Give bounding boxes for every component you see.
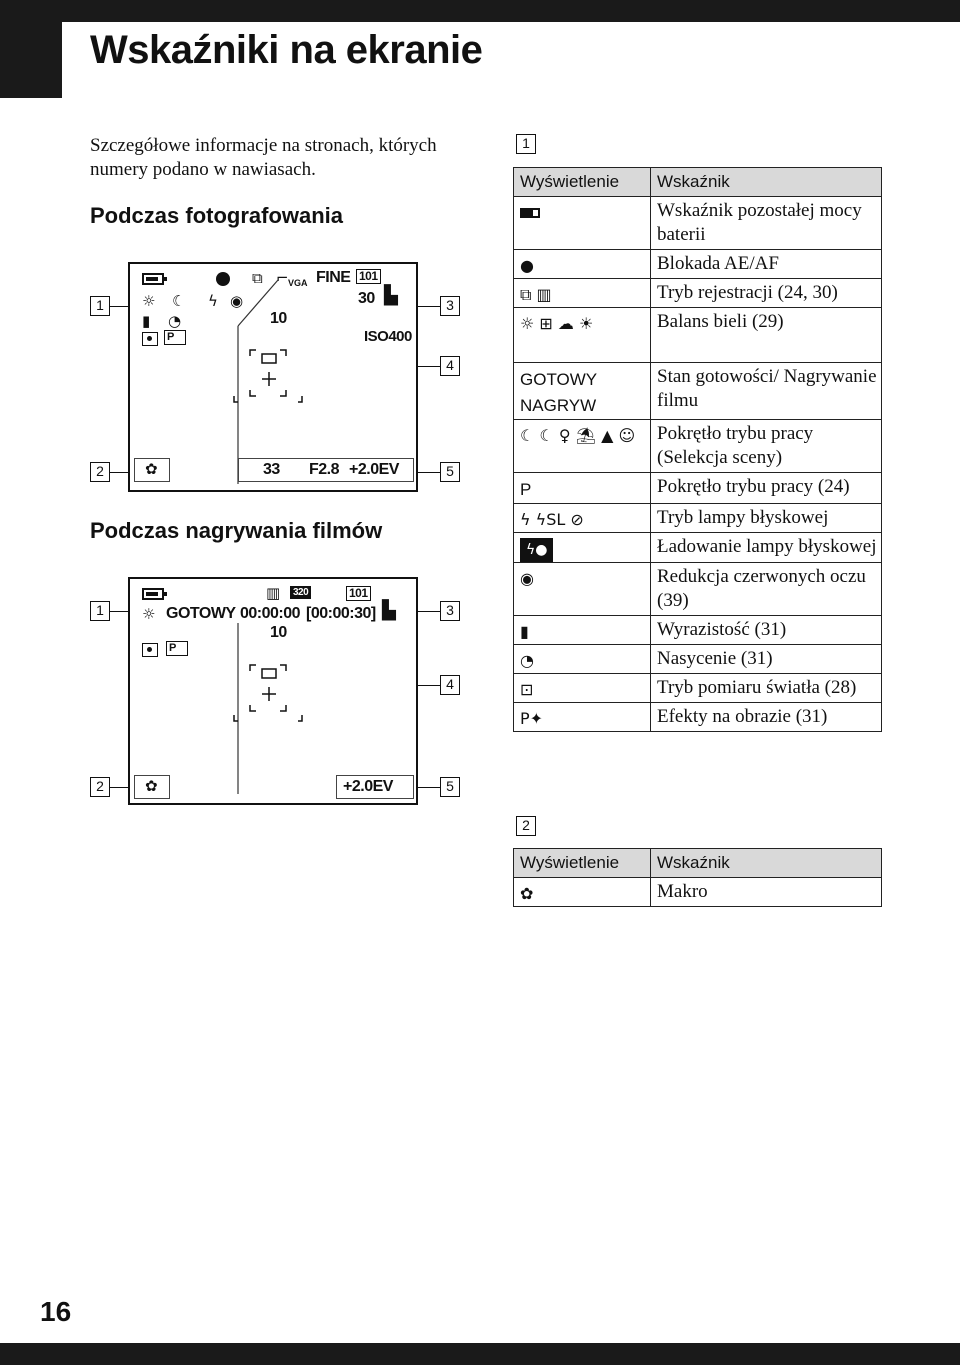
marker-5: 5: [440, 462, 460, 482]
table-row: [514, 504, 882, 533]
ev-value: +2.0EV: [349, 461, 399, 478]
remaining-shots: 30: [358, 290, 375, 307]
leader-line: [418, 611, 440, 612]
indicator-text: Ładowanie lampy błyskowej: [651, 533, 882, 563]
indicator-table-1: [513, 167, 882, 732]
scene-night-icon: ☾: [172, 292, 186, 310]
leader-line: [110, 306, 128, 307]
flash-icon: ϟ: [208, 292, 218, 310]
flash-charge-icon: [514, 533, 651, 563]
marker-2: 2: [90, 462, 110, 482]
marker-3: 3: [440, 296, 460, 316]
folder-label: 101: [356, 269, 381, 284]
self-timer-label: 10: [270, 310, 287, 327]
picture-effect-icon: P: [164, 330, 186, 345]
white-balance-icon: ☼: [142, 605, 156, 623]
indicator-text: Pokrętło trybu pracy (24): [651, 473, 882, 504]
indicator-text: Balans bieli (29): [651, 308, 882, 363]
photo-section-heading: Podczas fotografowania: [90, 203, 344, 228]
macro-icon: ✿: [145, 777, 158, 795]
memory-icon: ▙: [382, 600, 396, 621]
iso-label: ISO400: [364, 328, 412, 345]
table-header: [514, 168, 882, 197]
white-balance-icon: ☼ ⊞ ☁ ☀: [514, 308, 651, 363]
indicator-table-2: [513, 848, 882, 907]
scene-icon: ☾ ☾ ♀ ⛱ ▲ ☺: [514, 420, 651, 473]
ae-af-lock-icon: ●: [514, 250, 651, 279]
marker-2: 2: [90, 777, 110, 797]
table-row: [514, 645, 882, 674]
leader-line: [110, 787, 128, 788]
table2-marker: 2: [516, 816, 536, 836]
header-display: Wyświetlenie: [514, 849, 651, 878]
battery-icon: [514, 197, 651, 250]
table-row: [514, 250, 882, 279]
image-size-icon: ⌐: [276, 269, 289, 287]
status-labels: [514, 363, 651, 420]
bottom-bar: [0, 1343, 960, 1365]
metering-icon: ⊡: [514, 674, 651, 703]
macro-frame: [134, 775, 170, 799]
burst-mode-icon: ⧉: [252, 269, 263, 287]
flash-charge-glyph: ϟ●: [520, 538, 553, 562]
leader-line: [110, 611, 128, 612]
table-row: [514, 420, 882, 473]
table-row: [514, 308, 882, 363]
indicator-text: Stan gotowości/ Nagrywanie filmu: [651, 363, 882, 420]
indicator-text: Pokrętło trybu pracy (Selekcja sceny): [651, 420, 882, 473]
leader-line: [418, 366, 440, 367]
table-row: [514, 533, 882, 563]
aperture-value: F2.8: [309, 461, 340, 478]
table-row: [514, 363, 882, 420]
burst-mode-icon: ⧉ ▥: [514, 279, 651, 308]
memory-icon: ▙: [384, 285, 398, 306]
movie-screen: [128, 577, 418, 805]
header-indicator: Wskaźnik: [651, 168, 882, 197]
table-row: [514, 616, 882, 645]
macro-frame: [134, 458, 170, 482]
leader-line: [418, 306, 440, 307]
quality-label: FINE: [316, 269, 351, 286]
marker-1: 1: [90, 296, 110, 316]
indicator-text: Wyrazistość (31): [651, 616, 882, 645]
page-number: 16: [40, 1296, 72, 1327]
table-row: [514, 197, 882, 250]
white-balance-icon: ☼: [142, 292, 156, 310]
header-indicator: Wskaźnik: [651, 849, 882, 878]
indicator-text: Efekty na obrazie (31): [651, 703, 882, 732]
marker-5: 5: [440, 777, 460, 797]
sharpness-icon: ▮: [142, 312, 151, 330]
photo-screen: [128, 262, 418, 492]
marker-4: 4: [440, 675, 460, 695]
indicator-text: Makro: [651, 878, 882, 907]
indicator-text: Tryb rejestracji (24, 30): [651, 279, 882, 308]
page-title: Wskaźniki na ekranie: [90, 28, 483, 72]
program-label: P: [520, 480, 532, 499]
marker-4: 4: [440, 356, 460, 376]
saturation-icon: ◔: [168, 312, 182, 330]
ev-value: +2.0EV: [343, 778, 393, 795]
red-eye-icon: ◉: [230, 292, 244, 310]
leader-line: [110, 472, 128, 473]
table-row: [514, 674, 882, 703]
status-label: GOTOWY: [166, 605, 236, 622]
movie-size-label: 320: [290, 586, 311, 599]
header-display: Wyświetlenie: [514, 168, 651, 197]
macro-icon: ✿: [514, 878, 651, 907]
status-text: GOTOWY NAGRYW: [520, 370, 597, 415]
table-row: [514, 279, 882, 308]
movie-focus-frame: [130, 579, 420, 807]
sharpness-icon: ▮: [514, 616, 651, 645]
leader-line: [418, 685, 440, 686]
shot-count: 33: [263, 461, 280, 478]
exposure-frame: [336, 775, 414, 799]
table-header: [514, 849, 882, 878]
indicator-text: Tryb pomiaru światła (28): [651, 674, 882, 703]
marker-3: 3: [440, 601, 460, 621]
movie-mode-icon: ▥: [266, 584, 281, 602]
indicator-text: Nasycenie (31): [651, 645, 882, 674]
movie-section-heading: Podczas nagrywania filmów: [90, 518, 383, 543]
program-icon: [514, 473, 651, 504]
indicator-text: Blokada AE/AF: [651, 250, 882, 279]
leader-line: [418, 787, 440, 788]
saturation-icon: ◔: [514, 645, 651, 674]
vga-label: VGA: [288, 278, 308, 288]
indicator-text: Wskaźnik pozostałej mocy baterii: [651, 197, 882, 250]
remaining-time: [00:00:30]: [306, 605, 376, 622]
macro-icon: ✿: [145, 460, 158, 478]
flash-icon: ϟ ϟSL ⊘: [514, 504, 651, 533]
intro-text: Szczegółowe informacje na stronach, których numery podano w nawiasach.: [90, 135, 437, 180]
folder-label: 101: [346, 586, 371, 601]
marker-1: 1: [90, 601, 110, 621]
table1-marker: 1: [516, 134, 536, 154]
leader-line: [418, 472, 440, 473]
table-row: [514, 878, 882, 907]
table-row: [514, 563, 882, 616]
red-eye-icon: ◉: [514, 563, 651, 616]
top-bar: [0, 0, 960, 22]
picture-effect-icon: P: [166, 641, 188, 656]
table-row: [514, 703, 882, 732]
section-tab: [0, 0, 62, 98]
indicator-text: Tryb lampy błyskowej: [651, 504, 882, 533]
table-row: [514, 473, 882, 504]
exposure-frame: [238, 458, 414, 482]
self-timer-label: 10: [270, 624, 287, 641]
picture-effect-icon: P✦: [514, 703, 651, 732]
record-time: 00:00:00: [240, 605, 301, 622]
indicator-text: Redukcja czerwonych oczu (39): [651, 563, 882, 616]
